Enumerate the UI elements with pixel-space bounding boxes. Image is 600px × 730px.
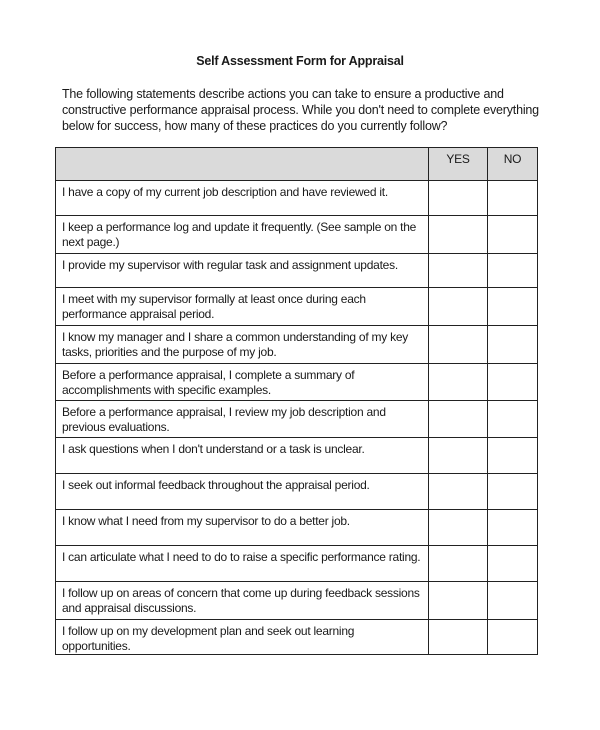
no-cell[interactable] [488,546,538,582]
no-cell[interactable] [488,401,538,438]
yes-cell[interactable] [429,181,488,216]
assessment-table [55,147,538,655]
statement-cell: I have a copy of my current job description and have reviewed it. [56,181,429,216]
statement-header [56,148,429,181]
form-title: Self Assessment Form for Appraisal [196,54,404,68]
yes-cell[interactable] [429,288,488,326]
statement-cell: I know what I need from my supervisor to do a better job. [56,510,429,546]
table-header-row [56,148,538,181]
table-row [56,326,538,364]
table-row [56,216,538,254]
no-cell[interactable] [488,181,538,216]
no-cell[interactable] [488,582,538,620]
statement-cell: Before a performance appraisal, I review my job description and previous evaluations. [56,401,429,438]
yes-cell[interactable] [429,216,488,254]
statement-cell: Before a performance appraisal, I complete a summary of accomplishments with specific examples. [56,364,429,401]
statement-cell: I provide my supervisor with regular task and assignment updates. [56,254,429,288]
statement-cell: I meet with my supervisor formally at least once during each performance appraisal period. [56,288,429,326]
table-row [56,438,538,474]
table-row [56,401,538,438]
yes-cell[interactable] [429,254,488,288]
statement-cell: I follow up on my development plan and seek out learning opportunities. [56,620,429,655]
no-cell[interactable] [488,510,538,546]
table-row [56,181,538,216]
statement-cell: I follow up on areas of concern that come up during feedback sessions and appraisal discussions. [56,582,429,620]
statement-cell: I seek out informal feedback throughout the appraisal period. [56,474,429,510]
table-row [56,364,538,401]
yes-cell[interactable] [429,326,488,364]
intro-paragraph: The following statements describe actions you can take to ensure a productive and constructive performance appraisal process. While you don't need to complete everything below for success, how many of these practices do you currently follow? [62,87,539,133]
statement-cell: I can articulate what I need to do to raise a specific performance rating. [56,546,429,582]
statement-cell: I know my manager and I share a common understanding of my key tasks, priorities and the purpose of my job. [56,326,429,364]
no-cell[interactable] [488,364,538,401]
table-row [56,510,538,546]
table-row [56,474,538,510]
table-row [56,546,538,582]
yes-cell[interactable] [429,582,488,620]
no-cell[interactable] [488,474,538,510]
table-row [56,620,538,655]
yes-cell[interactable] [429,401,488,438]
no-header: NO [488,148,538,181]
no-cell[interactable] [488,620,538,655]
yes-cell[interactable] [429,364,488,401]
yes-cell[interactable] [429,546,488,582]
yes-header: YES [429,148,488,181]
yes-cell[interactable] [429,620,488,655]
no-cell[interactable] [488,326,538,364]
no-cell[interactable] [488,254,538,288]
no-cell[interactable] [488,438,538,474]
no-cell[interactable] [488,288,538,326]
table-row [56,582,538,620]
statement-cell: I keep a performance log and update it frequently. (See sample on the next page.) [56,216,429,254]
yes-cell[interactable] [429,438,488,474]
yes-cell[interactable] [429,510,488,546]
yes-cell[interactable] [429,474,488,510]
statement-cell: I ask questions when I don't understand or a task is unclear. [56,438,429,474]
table-row [56,254,538,288]
no-cell[interactable] [488,216,538,254]
table-row [56,288,538,326]
